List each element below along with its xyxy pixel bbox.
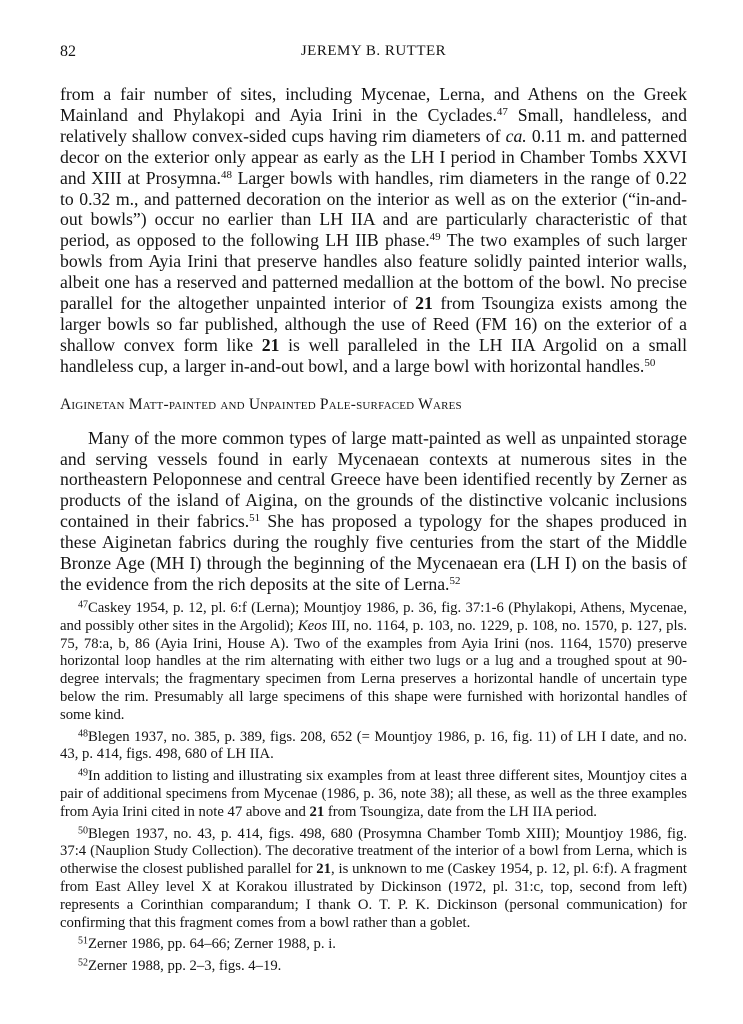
catalog-ref: 21 (415, 293, 433, 314)
footnote-number: 47 (78, 599, 88, 611)
footnote-ref: 47 (496, 105, 508, 118)
footnote-ref: 48 (220, 168, 232, 181)
section-heading: Aiginetan Matt-painted and Unpainted Pale-surfaced Wares (60, 395, 462, 413)
footnote: $^{48}$Blegen 1937, no. 385, p. 389, figs. 208, 652 (= Mountjoy 1986, p. 16, fig. 11) of LH I date, and no. 43, p. 414, figs. 498, 680 of LH IIA. (60, 728, 687, 763)
catalog-ref: 21 (316, 861, 331, 878)
footnote-number: 48 (78, 728, 88, 740)
footnote-number: 49 (78, 767, 88, 779)
footnote: $^{50}$Blegen 1937, no. 43, p. 414, figs. 498, 680 (Prosymna Chamber Tomb XIII); Mountjoy 1986, fig. 37:4 (Nauplion Study Collection). The decorative treatment of the interior of a bowl from Lerna, which is otherwise the closest published parallel for 21, is unknown to me (Caskey 1954, p. 12, pl. 6:f). A fragment from East Alley level X at Korakou illustrated by Dickinson (1972, pl. 31:c, top, second from left) represents a Corinthian comparandum; I thank O. T. P. K. Dickinson (personal communication) for confirming that this fragment comes from a bowl rather than a goblet. (60, 825, 688, 931)
footnote-number: 52 (78, 957, 88, 969)
page-header (60, 43, 687, 67)
footnote: $^{49}$In addition to listing and illustrating six examples from at least three different sites, Mountjoy cites a pair of additional specimens from Mycenae (1986, p. 36, note 38); all these, as well as the three examples from Ayia Irini cited in note 47 above and 21 from Tsoungiza, date from the LH IIA period. (60, 767, 687, 820)
running-head: JEREMY B. RUTTER (300, 43, 447, 59)
footnote-ref: 52 (449, 574, 461, 587)
catalog-ref: 21 (309, 803, 325, 820)
footnote: $^{47}$Caskey 1954, p. 12, pl. 6:f (Lerna); Mountjoy 1986, p. 36, fig. 37:1-6 (Phylakopi, Athens, Mycenae, and possibly other sites in the Argolid); Keos III, no. 1164, p. 103, no. 1229, p. 108, no. 1570, p. 127, pls. 75, 78:a, b, 86 (Ayia Irini, House A). Two of the examples from Ayia Irini (nos. 1164, 1570) preserve horizontal loop handles at the rim alternating with either two lugs or a lug and a troughed spout at 90-degree intervals; the fragmentary specimen from Lerna preserves a horizontal handle of uncertain type below the rim. Presumably all large specimens of this shape were furnished with horizontal handles of some kind. (60, 599, 687, 723)
footnote-number: 51 (78, 935, 88, 947)
paragraph: Many of the more common types of large matt-painted as well as unpainted storage and serving vessels found in early Mycenaean contexts at numerous sites in the northeastern Peloponnese and central Greece have been identified recently by Zerner as products of the island of Aigina, on the grounds of the distinctive volcanic inclusions contained in their fabrics.$^{51}$ She has proposed a typology for the shapes produced in these Aiginetan fabrics during the roughly five centuries from the start of the Middle Bronze Age (MH I) through the beginning of the Mycenaean era (LH I) on the basis of the evidence from the rich deposits at the site of Lerna.$^{52}$ (60, 427, 687, 594)
main-text (60, 84, 687, 595)
paragraph: from a fair number of sites, including Mycenae, Lerna, and Athens on the Greek Mainland and Phylakopi and Ayia Irini in the Cyclades.$^{47}$ Small, handleless, and relatively shallow convex-sided cups having rim diameters of ca. 0.11 m. and patterned decor on the exterior only appear as early as the LH I period in Chamber Tombs XXVI and XIII at Prosymna.$^{48}$ Larger bowls with handles, rim diameters in the range of 0.22 to 0.32 m., and patterned decoration on the interior as well as on the exterior (“in-and-out bowls”) occur no earlier than LH IIA and are particularly characteristic of that period, as opposed to the following LH IIB phase.$^{49}$ The two examples of such larger bowls from Ayia Irini that preserve handles also feature solidly painted interior walls, albeit one has a reserved and patterned medallion at the bottom of the bowl. No precise parallel for the altogether unpainted interior of 21 from Tsoungiza exists among the larger bowls so far published, although the use of Reed (FM 16) on the exterior of a shallow convex form like 21 is well paralleled in the LH IIA Argolid on a small handleless cup, a larger in-and-out bowl, and a large bowl with horizontal handles.$^{50}$ (60, 84, 687, 376)
footnote-ref: 51 (249, 512, 261, 525)
footnote-number: 50 (78, 825, 88, 837)
footnotes (60, 600, 687, 980)
catalog-ref: 21 (261, 334, 280, 355)
footnote: $^{51}$Zerner 1986, pp. 64–66; Zerner 1988, p. i. (78, 935, 336, 953)
footnote-ref: 49 (429, 231, 441, 244)
page-number: 82 (60, 43, 76, 60)
footnote-ref: 50 (644, 356, 656, 369)
footnote: $^{52}$Zerner 1988, pp. 2–3, figs. 4–19. (78, 957, 282, 975)
